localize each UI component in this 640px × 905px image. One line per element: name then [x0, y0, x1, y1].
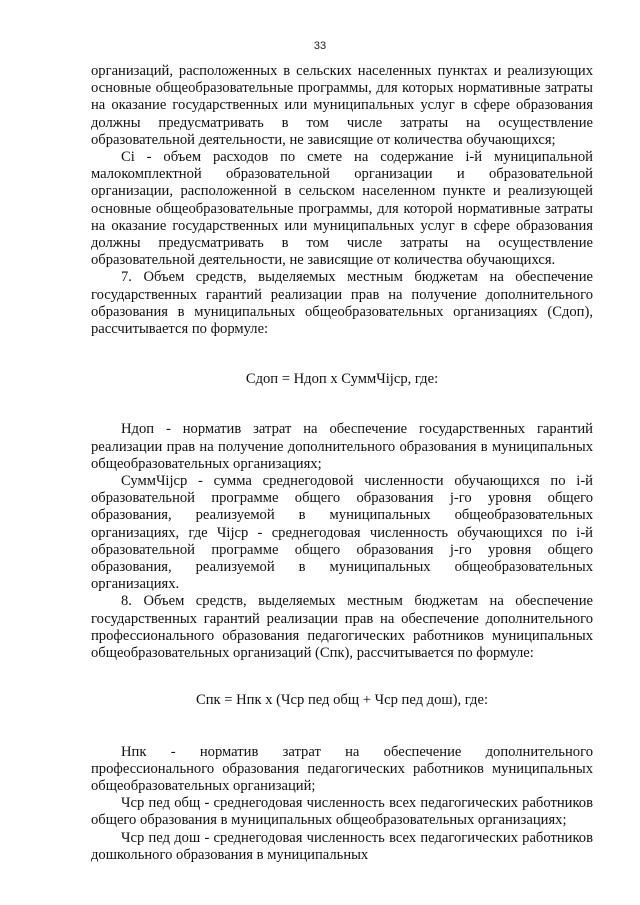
paragraph-item-7: 7. Объем средств, выделяемых местным бюджетам на обеспечение государственных гарантий реализации прав на получение дополнительного образования в муниципальных общеобразовательных организациях (Сдоп), рассчитывается по формуле:	[91, 269, 593, 338]
paragraph-summ-definition: СуммЧijср - сумма среднегодовой численности обучающихся по i-й образовательной программе общего образования j-го уровня общего образования, реализуемой в муниципальных общеобразовательных организациях, где Чijср - среднегодовая численность обучающихся по i-й образовательной программе общего образования j-го уровня общего образования, реализуемой в муниципальных общеобразовательных организациях.	[91, 473, 593, 593]
formula-sdop: Сдоп = Ндоп х СуммЧijср, где:	[245, 371, 439, 388]
paragraph-ndop-definition: Ндоп - норматив затрат на обеспечение государственных гарантий реализации прав на получение дополнительного образования в муниципальных общеобразовательных организациях;	[91, 421, 593, 472]
paragraph-npk-definition: Нпк - норматив затрат на обеспечение дополнительного профессионального образования педагогических работников муниципальных общеобразовательных организаций;	[91, 743, 593, 794]
paragraph-continuation: организаций, расположенных в сельских населенных пунктах и реализующих основные общеобразовательные программы, для которых нормативные затраты на оказание государственных или муниципальных услуг в сфере образования должны предусматривать в том числе затраты на осуществление образовательной деятельности, не зависящие от количества обучающихся;	[91, 63, 593, 148]
paragraph-chsr-ped-obsh: Чср пед общ - среднегодовая численность всех педагогических работников общего образования в муниципальных общеобразовательных организациях;	[91, 795, 593, 829]
paragraph-item-8: 8. Объем средств, выделяемых местным бюджетам на обеспечение государственных гарантий реализации прав на обеспечение дополнительного профессионального образования педагогических работников муниципальных общеобразовательных организаций (Спк), рассчитывается по формуле:	[91, 593, 593, 662]
page-body	[91, 63, 593, 864]
paragraph-ci-definition: Ci - объем расходов по смете на содержание i-й муниципальной малокомплектной образовательной организации и образовательной организации, расположенной в сельском населенном пункте и реализующей основные общеобразовательные программы, для которой нормативные затраты на оказание государственных или муниципальных услуг в сфере образования должны предусматривать в том числе затраты на осуществление образовательной деятельности, не зависящие от количества обучающихся.	[91, 149, 593, 269]
formula-spk: Спк = Нпк х (Чср пед общ + Чср пед дош), где:	[195, 692, 489, 709]
paragraph-chsr-ped-dosh: Чср пед дош - среднегодовая численность всех педагогических работников дошкольного образования в муниципальных	[91, 829, 593, 863]
page-number: 33	[313, 40, 327, 52]
